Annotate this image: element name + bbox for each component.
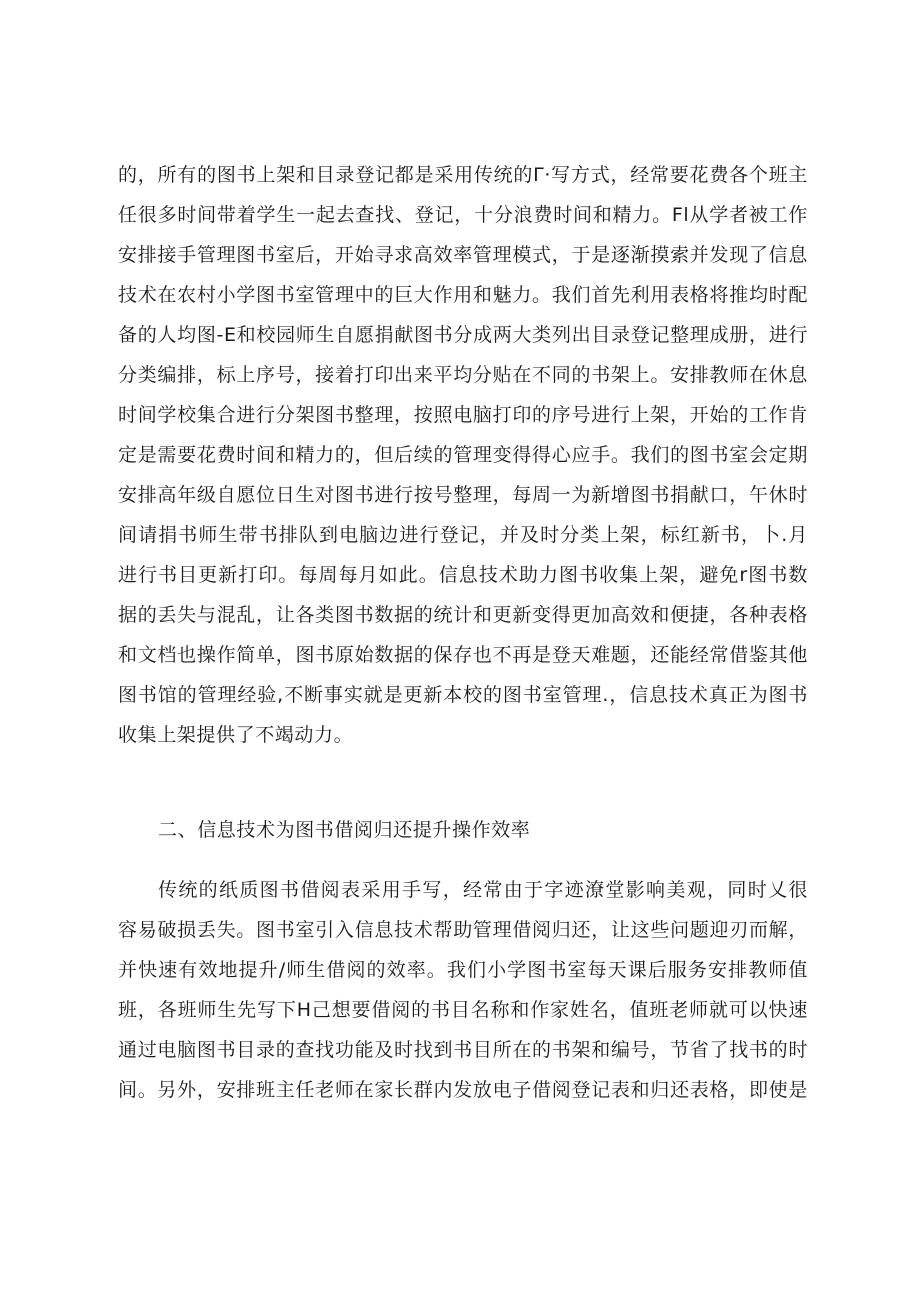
text-line: 技术在农村小学图书室管理中的巨大作用和魅力。我们首先利用表格将推均时配 — [118, 284, 808, 306]
text-line: 安排高年级自愿位日生对图书进行按号整理，每周一为新增图书捐献口，午休时 — [118, 484, 808, 506]
section-heading: 二、信息技术为图书借阅归还提升操作效率 — [158, 819, 531, 841]
body-paragraph-2 — [118, 870, 808, 1110]
text-line: 安排接手管理图书室后，开始寻求高效率管理模式，于是逐渐摸索并发现了信息 — [118, 244, 808, 266]
text-line: 图书馆的管理经验,不断事实就是更新本校的图书室管理.，信息技术真正为图书 — [118, 684, 808, 706]
body-paragraph-1 — [118, 155, 808, 755]
text-line: 进行书目更新打印。每周每月如此。信息技术助力图书收集上架，避免r图书数 — [118, 564, 808, 586]
text-line: 备的人均图-E和校园师生自愿捐献图书分成两大类列出目录登记整理成册，进行 — [118, 324, 808, 346]
text-line: 容易破损丢失。图书室引入信息技术帮助管理借阅归还，让这些问题迎刃而解， — [118, 919, 808, 941]
text-line: 间请捐书师生带书排队到电脑边进行登记，并及时分类上架，标红新书，卜.月 — [118, 524, 808, 546]
text-line: 时间学校集合进行分架图书整理，按照电脑打印的序号进行上架，开始的工作肯 — [118, 404, 808, 426]
text-line: 分类编排，标上序号，接着打印出来平均分贴在不同的书架上。安排教师在休息 — [118, 364, 808, 386]
text-line: 定是需要花费时间和精力的，但后续的管理变得得心应手。我们的图书室会定期 — [118, 444, 808, 466]
text-line: 通过电脑图书目录的查找功能及时找到书目所在的书架和编号，节省了找书的时 — [118, 1039, 808, 1061]
text-line: 的，所有的图书上架和目录登记都是采用传统的Γ·写方式，经常要花费各个班主 — [118, 164, 808, 186]
text-line: 据的丢失与混乱，让各类图书数据的统计和更新变得更加高效和便捷，各种表格 — [118, 604, 808, 626]
text-line: 班，各班师生先写下H己想要借阅的书目名称和作家姓名，值班老师就可以快速 — [118, 999, 808, 1021]
text-line: 和文档也操作简单，图书原始数据的保存也不再是登天难题，还能经常借鉴其他 — [118, 644, 808, 666]
text-line: 传统的纸质图书借阅表采用手写，经常由于字迹潦堂影响美观，同时乂很 — [158, 879, 808, 901]
text-line: 间。另外，安排班主任老师在家长群内发放电子借阅登记表和归还表格，即使是 — [118, 1079, 808, 1101]
text-line: 任很多时间带着学生一起去查找、登记，十分浪费时间和精力。Fl从学者被工作 — [118, 204, 808, 226]
text-line: 并快速有效地提升/师生借阅的效率。我们小学图书室每天课后服务安排教师值 — [118, 959, 808, 981]
text-line: 收集上架提供了不竭动力。 — [118, 724, 354, 746]
